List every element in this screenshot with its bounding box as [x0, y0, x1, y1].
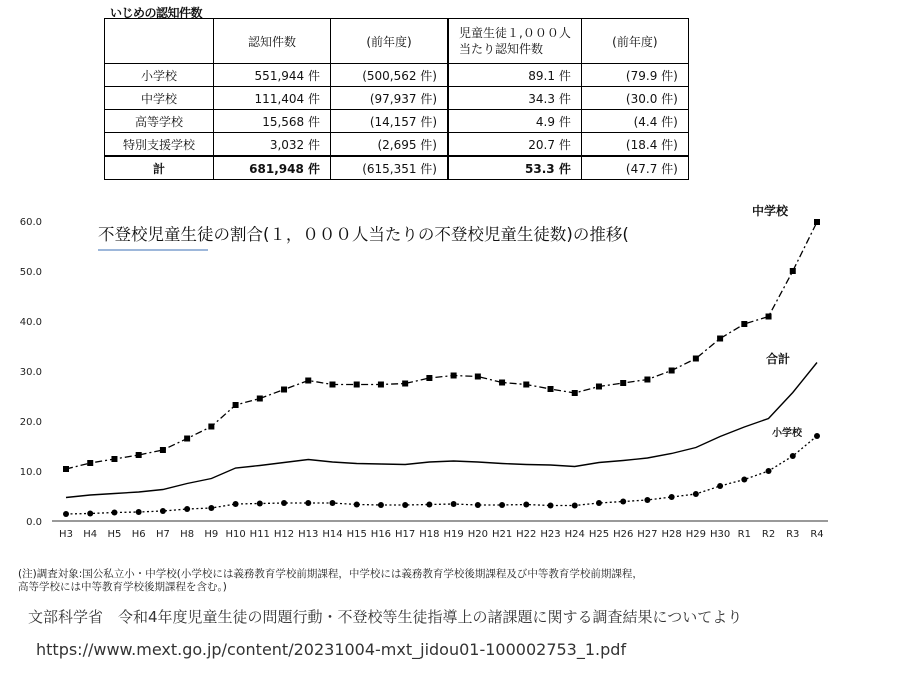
data-point — [426, 502, 432, 508]
x-tick-label: H24 — [564, 529, 585, 540]
row-count: 111,404 件 — [214, 87, 331, 110]
table-title: いじめの認知件数 — [110, 6, 203, 20]
series-label: 合計 — [766, 352, 791, 366]
note-line1: (注)調査対象:国公私立小・中学校(小学校には義務教育学校前期課程，中学校には義務教育学校後期課程及び中等教育学校前期課程， — [18, 568, 643, 580]
data-point — [451, 373, 457, 379]
x-tick-label: H11 — [249, 529, 270, 540]
x-tick-label: R1 — [737, 529, 751, 540]
x-tick-label: H25 — [588, 529, 610, 540]
x-tick-label: H29 — [685, 529, 706, 540]
bullying-table — [104, 18, 689, 180]
source-text: 文部科学省 令和4年度児童生徒の問題行動・不登校等生徒指導上の諸課題に関する調査結果についてより — [28, 608, 743, 626]
table-row — [105, 64, 689, 87]
x-tick-label: R3 — [786, 529, 800, 540]
x-tick-label: H10 — [225, 529, 246, 540]
x-tick-label: H19 — [443, 529, 464, 540]
y-tick-label: 30.0 — [19, 367, 42, 378]
source-url: https://www.mext.go.jp/content/20231004-mxt_jidou01-100002753_1.pdf — [36, 640, 627, 659]
row-count: 15,568 件 — [214, 110, 331, 133]
data-point — [596, 500, 602, 506]
data-point — [111, 510, 117, 516]
row-ratio: 34.3 件 — [448, 87, 581, 110]
x-tick-label: H3 — [59, 529, 73, 540]
data-point — [402, 502, 408, 508]
data-point — [354, 502, 360, 508]
series-line — [66, 436, 817, 514]
row-ratio-prev: (79.9 件) — [581, 64, 688, 87]
data-point — [160, 447, 166, 453]
x-tick-label: H27 — [637, 529, 658, 540]
x-tick-label: H20 — [467, 529, 488, 540]
row-category: 小学校 — [105, 64, 214, 87]
x-tick-label: H5 — [107, 529, 122, 540]
data-point — [136, 509, 142, 515]
x-tick-label: H9 — [204, 529, 219, 540]
data-point — [644, 377, 650, 383]
x-tick-label: H12 — [273, 529, 295, 540]
data-point — [814, 219, 820, 225]
x-tick-label: H7 — [155, 529, 170, 540]
row-ratio: 4.9 件 — [448, 110, 581, 133]
total-count-prev: (615,351 件) — [331, 156, 449, 180]
row-ratio-prev: (4.4 件) — [581, 110, 688, 133]
data-point — [63, 511, 69, 517]
data-point — [160, 508, 166, 514]
data-point — [499, 380, 505, 386]
data-point — [475, 502, 481, 508]
table-header-row — [105, 19, 689, 64]
data-point — [790, 268, 796, 274]
data-point — [741, 321, 747, 327]
x-tick-label: H15 — [346, 529, 367, 540]
data-point — [63, 466, 69, 472]
data-point — [402, 381, 408, 387]
y-tick-label: 50.0 — [19, 267, 42, 278]
y-tick-label: 40.0 — [19, 317, 42, 328]
data-point — [451, 501, 457, 507]
x-tick-label: H6 — [131, 529, 146, 540]
data-point — [233, 501, 239, 507]
data-point — [305, 500, 311, 506]
x-tick-label: H21 — [491, 529, 513, 540]
data-point — [354, 382, 360, 388]
y-tick-label: 20.0 — [19, 417, 42, 428]
note-line2: 高等学校には中等教育学校後期課程を含む。) — [18, 581, 227, 593]
total-count: 681,948 件 — [214, 156, 331, 180]
chart-title: 不登校児童生徒の割合(１，０００人当たりの不登校児童生徒数)の推移( — [98, 225, 629, 244]
x-tick-label: H26 — [613, 529, 634, 540]
series-line — [66, 363, 817, 498]
data-point — [208, 505, 214, 511]
data-point — [281, 500, 287, 506]
data-point — [208, 424, 214, 430]
data-point — [87, 460, 93, 466]
data-point — [596, 384, 602, 390]
row-count-prev: (500,562 件) — [331, 64, 449, 87]
row-ratio: 89.1 件 — [448, 64, 581, 87]
header-category — [105, 19, 214, 64]
x-tick-label: H22 — [516, 529, 537, 540]
data-point — [548, 503, 554, 509]
row-count: 3,032 件 — [214, 133, 331, 157]
data-point — [136, 452, 142, 458]
data-point — [572, 390, 578, 396]
data-point — [766, 314, 772, 320]
data-point — [233, 402, 239, 408]
data-point — [257, 396, 263, 402]
data-point — [669, 494, 675, 500]
data-point — [766, 468, 772, 474]
data-point — [475, 374, 481, 380]
data-point — [669, 368, 675, 374]
data-point — [87, 511, 93, 517]
header-count-prev: (前年度) — [331, 19, 449, 64]
data-point — [305, 378, 311, 384]
row-count-prev: (97,937 件) — [331, 87, 449, 110]
data-point — [184, 436, 190, 442]
x-tick-label: H30 — [709, 529, 731, 540]
x-tick-label: H13 — [298, 529, 319, 540]
data-point — [329, 500, 335, 506]
x-tick-label: H17 — [395, 529, 416, 540]
data-point — [378, 502, 384, 508]
table-row — [105, 133, 689, 157]
x-tick-label: R4 — [810, 529, 824, 540]
x-tick-label: H16 — [370, 529, 392, 540]
row-count-prev: (2,695 件) — [331, 133, 449, 157]
data-point — [523, 382, 529, 388]
data-point — [620, 499, 626, 505]
data-point — [717, 336, 723, 342]
total-ratio: 53.3 件 — [448, 156, 581, 180]
x-tick-label: H8 — [180, 529, 195, 540]
x-tick-label: H18 — [419, 529, 440, 540]
row-category: 高等学校 — [105, 110, 214, 133]
x-tick-label: H23 — [540, 529, 561, 540]
y-tick-label: 10.0 — [19, 467, 42, 478]
table-total-row — [105, 156, 689, 180]
series-label: 中学校 — [752, 204, 789, 218]
table-row — [105, 110, 689, 133]
data-point — [281, 387, 287, 393]
data-point — [693, 491, 699, 497]
series-line — [66, 222, 817, 469]
data-point — [741, 477, 747, 483]
data-point — [644, 497, 650, 503]
row-category: 中学校 — [105, 87, 214, 110]
data-point — [693, 356, 699, 362]
data-point — [378, 382, 384, 388]
x-tick-label: H28 — [661, 529, 682, 540]
data-point — [572, 503, 578, 509]
total-category: 計 — [105, 156, 214, 180]
row-ratio-prev: (18.4 件) — [581, 133, 688, 157]
header-ratio-line1: 児童生徒１,０００人 — [459, 26, 571, 40]
truancy-line-chart — [0, 178, 900, 558]
total-ratio-prev: (47.7 件) — [581, 156, 688, 180]
data-point — [499, 502, 505, 508]
series-label: 小学校 — [772, 428, 802, 439]
header-count: 認知件数 — [214, 19, 331, 64]
row-ratio: 20.7 件 — [448, 133, 581, 157]
y-tick-label: 0.0 — [26, 517, 42, 528]
row-category: 特別支援学校 — [105, 133, 214, 157]
row-count-prev: (14,157 件) — [331, 110, 449, 133]
data-point — [329, 382, 335, 388]
x-tick-label: H4 — [83, 529, 98, 540]
data-point — [548, 386, 554, 392]
y-tick-label: 60.0 — [19, 217, 42, 228]
x-tick-label: H14 — [322, 529, 343, 540]
data-point — [426, 375, 432, 381]
header-ratio — [448, 19, 581, 64]
data-point — [111, 456, 117, 462]
header-ratio-prev: (前年度) — [581, 19, 688, 64]
data-point — [523, 502, 529, 508]
data-point — [790, 453, 796, 459]
data-point — [717, 483, 723, 489]
data-point — [814, 433, 820, 439]
header-ratio-line2: 当たり認知件数 — [459, 42, 544, 56]
row-ratio-prev: (30.0 件) — [581, 87, 688, 110]
data-point — [184, 506, 190, 512]
data-point — [257, 501, 263, 507]
data-point — [620, 380, 626, 386]
chart-note — [18, 568, 643, 594]
table-row — [105, 87, 689, 110]
x-tick-label: R2 — [761, 529, 776, 540]
row-count: 551,944 件 — [214, 64, 331, 87]
